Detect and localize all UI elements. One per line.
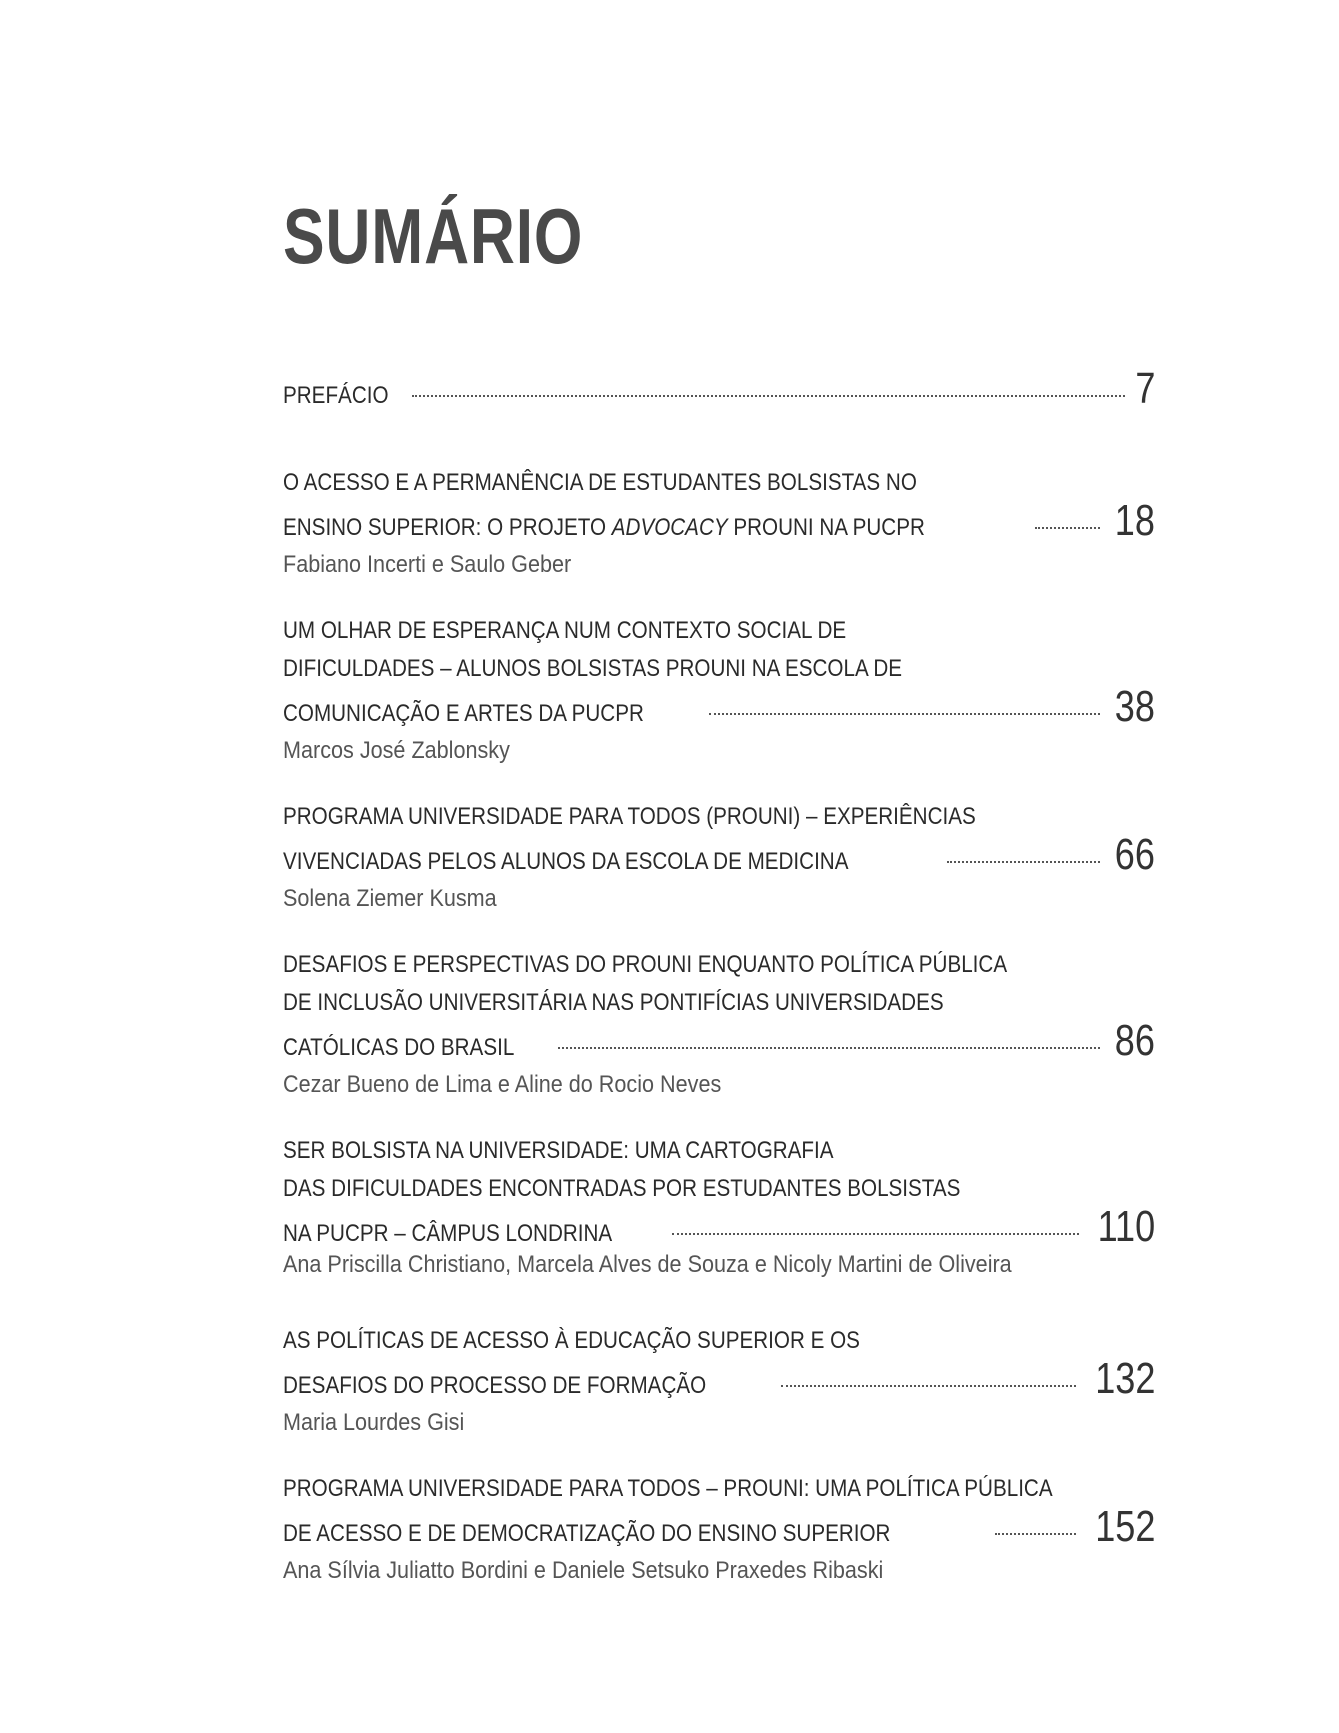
toc-entry-title: DESAFIOS DO PROCESSO DE FORMAÇÃO — [283, 1372, 707, 1399]
toc-entry-title-line: PROGRAMA UNIVERSIDADE PARA TODOS – PROUNI: UMA POLÍTICA PÚBLICA — [283, 1475, 1053, 1502]
page-number: 110 — [1097, 1202, 1155, 1251]
dot-leader — [995, 1533, 1075, 1535]
toc-entry-last-line — [283, 682, 1155, 731]
toc-entry-title: VIVENCIADAS PELOS ALUNOS DA ESCOLA DE MEDICINA — [283, 848, 849, 875]
page-number: 18 — [1114, 496, 1155, 545]
dot-leader — [947, 861, 1101, 863]
toc-entry-title: DE ACESSO E DE DEMOCRATIZAÇÃO DO ENSINO SUPERIOR — [283, 1520, 891, 1547]
page-number: 66 — [1114, 830, 1155, 879]
page-number: 152 — [1094, 1502, 1155, 1551]
toc-entry-author: Cezar Bueno de Lima e Aline do Rocio Neves — [283, 1071, 722, 1098]
toc-entry-title: PREFÁCIO — [283, 382, 389, 409]
toc-entry-author: Maria Lourdes Gisi — [283, 1409, 465, 1436]
toc-entry-author: Ana Sílvia Juliatto Bordini e Daniele Setsuko Praxedes Ribaski — [283, 1557, 884, 1584]
dot-leader — [558, 1047, 1100, 1049]
toc-entry-title — [283, 509, 925, 547]
toc-entry-6[interactable] — [283, 1322, 1155, 1442]
dot-leader — [672, 1233, 1079, 1235]
toc-entry-4[interactable] — [283, 946, 1155, 1104]
dot-leader — [709, 713, 1100, 715]
toc-entry-7[interactable] — [283, 1470, 1155, 1590]
toc-entry-prefacio[interactable] — [283, 364, 1155, 413]
page-number: 132 — [1094, 1354, 1155, 1403]
toc-entry-title-line: DAS DIFICULDADES ENCONTRADAS POR ESTUDANTES BOLSISTAS — [283, 1175, 961, 1202]
page-number: 86 — [1114, 1016, 1155, 1065]
toc-entry-last-line — [283, 364, 1155, 413]
title-italic-part: ADVOCACY — [611, 514, 728, 541]
toc-entry-title: COMUNICAÇÃO E ARTES DA PUCPR — [283, 700, 644, 727]
toc-entry-title-line: O ACESSO E A PERMANÊNCIA DE ESTUDANTES BOLSISTAS NO — [283, 469, 917, 496]
toc-entry-title-line: PROGRAMA UNIVERSIDADE PARA TODOS (PROUNI) – EXPERIÊNCIAS — [283, 803, 976, 830]
toc-entry-author: Marcos José Zablonsky — [283, 737, 510, 764]
toc-entry-author: Solena Ziemer Kusma — [283, 885, 497, 912]
toc-entry-last-line — [283, 1016, 1155, 1065]
toc-entry-3[interactable] — [283, 798, 1155, 918]
page-title: SUMÁRIO — [283, 192, 584, 280]
title-part: PROUNI NA PUCPR — [727, 514, 925, 541]
toc-entry-author: Ana Priscilla Christiano, Marcela Alves de Souza e Nicoly Martini de Oliveira — [283, 1251, 1012, 1278]
toc-entry-title-line: UM OLHAR DE ESPERANÇA NUM CONTEXTO SOCIAL DE — [283, 617, 847, 644]
page-number: 7 — [1134, 364, 1155, 413]
title-part: ENSINO SUPERIOR: O PROJETO — [283, 514, 612, 541]
toc-entry-title: CATÓLICAS DO BRASIL — [283, 1034, 515, 1061]
toc-entry-last-line — [283, 1502, 1155, 1551]
toc-entry-title: NA PUCPR – CÂMPUS LONDRINA — [283, 1220, 613, 1247]
dot-leader — [781, 1385, 1076, 1387]
toc-entry-2[interactable] — [283, 612, 1155, 770]
toc-entry-last-line — [283, 1202, 1155, 1251]
dot-leader — [1035, 527, 1100, 529]
toc-entry-5[interactable] — [283, 1132, 1155, 1284]
dot-leader — [412, 395, 1125, 397]
toc-entry-title-line: AS POLÍTICAS DE ACESSO À EDUCAÇÃO SUPERIOR E OS — [283, 1327, 860, 1354]
toc-entry-last-line — [283, 1354, 1155, 1403]
toc-entry-last-line — [283, 830, 1155, 879]
toc-entry-title-line: SER BOLSISTA NA UNIVERSIDADE: UMA CARTOGRAFIA — [283, 1137, 834, 1164]
toc-entry-title-line: DESAFIOS E PERSPECTIVAS DO PROUNI ENQUANTO POLÍTICA PÚBLICA — [283, 951, 1008, 978]
toc-entry-author: Fabiano Incerti e Saulo Geber — [283, 551, 572, 578]
toc-entry-1[interactable] — [283, 464, 1155, 584]
page-number: 38 — [1114, 682, 1155, 731]
toc-entry-last-line — [283, 496, 1155, 545]
toc-entry-title-line: DIFICULDADES – ALUNOS BOLSISTAS PROUNI NA ESCOLA DE — [283, 655, 902, 682]
toc-entry-title-line: DE INCLUSÃO UNIVERSITÁRIA NAS PONTIFÍCIAS UNIVERSIDADES — [283, 989, 944, 1016]
